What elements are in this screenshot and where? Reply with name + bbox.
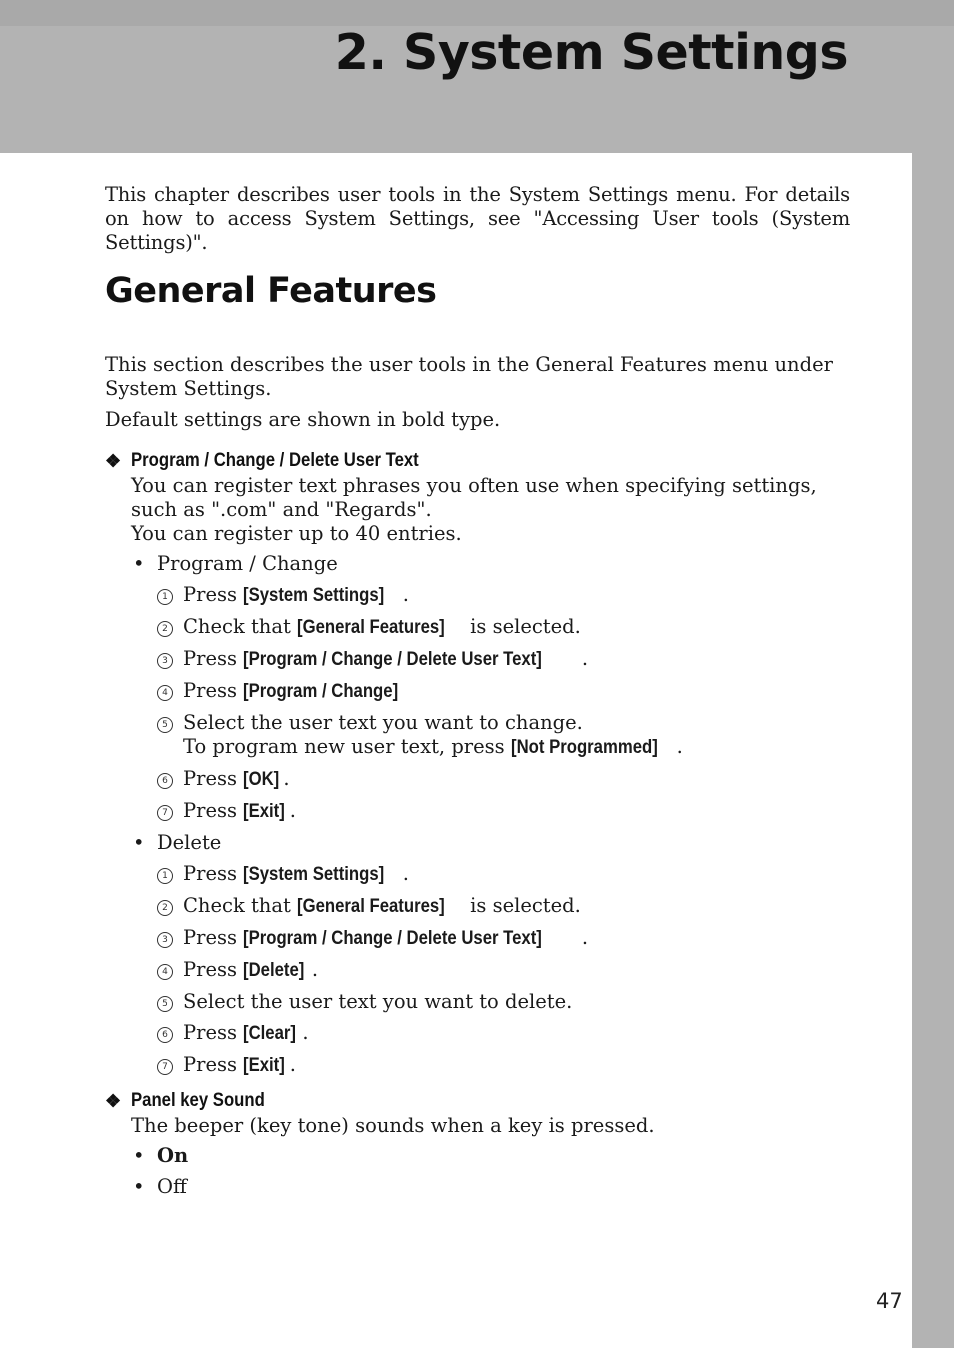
step — [157, 894, 850, 919]
step — [157, 799, 850, 824]
group-label: Program / Change — [157, 552, 338, 575]
key-label: [Not Programmed] — [510, 737, 658, 758]
step-number-icon: 6 — [157, 1027, 173, 1043]
step-number-icon: 1 — [157, 868, 173, 884]
right-margin-strip — [912, 153, 954, 1348]
item-description: The beeper (key tone) sounds when a key is pressed. — [131, 1114, 655, 1137]
step — [157, 767, 850, 792]
step — [157, 926, 850, 951]
bullet-icon: • — [133, 552, 145, 575]
step-text-end: . — [402, 862, 409, 885]
step-text-end: . — [283, 767, 290, 790]
default-note: Default settings are shown in bold type. — [105, 408, 501, 431]
step-text: Check that — [183, 615, 298, 638]
list-item — [133, 552, 850, 824]
step-number-icon: 5 — [157, 996, 173, 1012]
key-label: [System Settings] — [243, 864, 385, 885]
step — [157, 679, 850, 704]
page-content — [105, 183, 850, 1206]
step-text: Press — [183, 958, 244, 981]
group-label: Delete — [157, 831, 222, 854]
top-band — [0, 0, 954, 26]
item-title: Panel key Sound — [131, 1090, 265, 1111]
step-text-end: . — [402, 583, 409, 606]
step-text: Check that — [183, 894, 298, 917]
step-number-icon: 4 — [157, 685, 173, 701]
step-text: Press — [183, 647, 244, 670]
setting-item-panel-key-sound — [105, 1088, 850, 1199]
list-item — [133, 831, 850, 1078]
step — [157, 1053, 850, 1078]
item-description-entries: You can register up to 40 entries. — [131, 522, 462, 545]
item-title: Program / Change / Delete User Text — [131, 450, 419, 471]
step-text: Press — [183, 862, 244, 885]
step-number-icon: 7 — [157, 805, 173, 821]
step-text: Press — [183, 1053, 244, 1076]
chapter-intro: This chapter describes user tools in the System Settings menu. For details on how to access System Settings, see "Accessing User tools (System Settings)". — [105, 183, 850, 254]
key-label: [Exit] — [243, 801, 286, 822]
step-text: Press — [183, 583, 244, 606]
step-text: Press — [183, 1021, 244, 1044]
step-text-note: To program new user text, press — [183, 735, 511, 758]
step-text: Select the user text you want to change. — [183, 711, 583, 734]
item-heading — [105, 448, 850, 474]
step — [157, 990, 850, 1014]
key-label: [System Settings] — [243, 585, 385, 606]
step — [157, 862, 850, 887]
diamond-bullet-icon: ❖ — [105, 1091, 122, 1111]
chapter-title: 2. System Settings — [334, 24, 848, 81]
step-list — [157, 862, 850, 1078]
step-number-icon: 7 — [157, 1059, 173, 1075]
key-label: [Clear] — [243, 1023, 297, 1044]
step-number-icon: 2 — [157, 621, 173, 637]
step-text-end: . — [289, 1053, 296, 1076]
option-default — [133, 1144, 850, 1168]
key-label: [General Features] — [297, 617, 445, 638]
option — [133, 1175, 850, 1199]
key-label: [OK] — [243, 769, 280, 790]
step — [157, 583, 850, 608]
item-description: You can register text phrases you often use when specifying settings, such as ".com" and "Regards". — [131, 474, 817, 521]
step-number-icon: 1 — [157, 589, 173, 605]
bullet-icon: • — [133, 1144, 145, 1167]
step-text-end: is selected. — [463, 615, 581, 638]
options-list — [133, 1144, 850, 1199]
key-label: [Program / Change] — [243, 681, 399, 702]
step-number-icon: 3 — [157, 932, 173, 948]
page-number: 47 — [876, 1289, 903, 1313]
step — [157, 958, 850, 983]
step — [157, 1021, 850, 1046]
step-number-icon: 5 — [157, 717, 173, 733]
key-label: [General Features] — [297, 896, 445, 917]
step-number-icon: 3 — [157, 653, 173, 669]
section-intro: This section describes the user tools in the General Features menu under System Settings. — [105, 353, 833, 400]
key-label: [Program / Change / Delete User Text] — [243, 928, 543, 949]
step-text-end: . — [302, 1021, 309, 1044]
step-text: Press — [183, 926, 244, 949]
step-text: Press — [183, 799, 244, 822]
step-text-end: . — [676, 735, 683, 758]
diamond-bullet-icon: ❖ — [105, 451, 122, 471]
step-text: Press — [183, 767, 244, 790]
section-title: General Features — [105, 271, 437, 311]
key-label: [Program / Change / Delete User Text] — [243, 649, 543, 670]
procedure-list — [133, 552, 850, 1078]
item-heading — [105, 1088, 850, 1114]
step-list — [157, 583, 850, 824]
step-number-icon: 4 — [157, 964, 173, 980]
step — [157, 615, 850, 640]
step-text: Press — [183, 679, 244, 702]
step-number-icon: 6 — [157, 773, 173, 789]
step-number-icon: 2 — [157, 900, 173, 916]
step-text-end: . — [289, 799, 296, 822]
step — [157, 711, 850, 760]
step-text: Select the user text you want to delete. — [183, 990, 573, 1013]
option-label: Off — [157, 1175, 187, 1198]
step-text-end: . — [581, 647, 589, 670]
key-label: [Delete] — [243, 960, 305, 981]
step — [157, 647, 850, 672]
step-text-end: is selected. — [463, 894, 581, 917]
step-text-end: . — [311, 958, 319, 981]
option-label: On — [157, 1144, 189, 1167]
key-label: [Exit] — [243, 1055, 286, 1076]
bullet-icon: • — [133, 831, 145, 854]
setting-item-user-text — [105, 448, 850, 1078]
step-text-end: . — [581, 926, 589, 949]
bullet-icon: • — [133, 1175, 145, 1198]
